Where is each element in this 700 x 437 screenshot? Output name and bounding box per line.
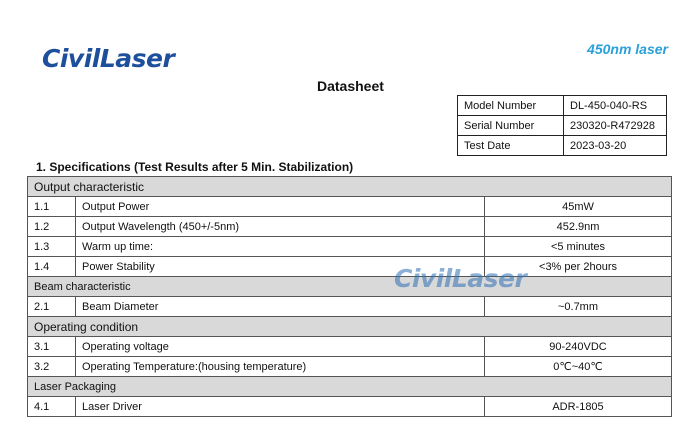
- group-header-label: Laser Packaging: [28, 377, 672, 397]
- row-value: 452.9nm: [485, 217, 672, 237]
- info-row: [458, 136, 667, 156]
- row-number: 4.1: [28, 397, 76, 417]
- page-title: Datasheet: [317, 78, 384, 94]
- spec-table: [27, 176, 672, 417]
- info-key: Serial Number: [458, 116, 564, 136]
- row-parameter: Operating Temperature:(housing temperature): [76, 357, 485, 377]
- info-key: Test Date: [458, 136, 564, 156]
- row-value: ~0.7mm: [485, 297, 672, 317]
- row-parameter: Beam Diameter: [76, 297, 485, 317]
- row-parameter: Laser Driver: [76, 397, 485, 417]
- table-row: [28, 357, 672, 377]
- group-header-label: Operating condition: [28, 317, 672, 337]
- info-value: 2023-03-20: [564, 136, 667, 156]
- row-number: 1.3: [28, 237, 76, 257]
- row-value: <3% per 2hours: [485, 257, 672, 277]
- info-key: Model Number: [458, 96, 564, 116]
- table-row: [28, 217, 672, 237]
- group-header-label: Beam characteristic: [28, 277, 672, 297]
- group-header: [28, 277, 672, 297]
- row-value: 45mW: [485, 197, 672, 217]
- table-row: [28, 197, 672, 217]
- info-value: 230320-R472928: [564, 116, 667, 136]
- row-parameter: Output Power: [76, 197, 485, 217]
- product-label: 450nm laser: [587, 41, 668, 57]
- row-parameter: Power Stability: [76, 257, 485, 277]
- group-header: [28, 377, 672, 397]
- table-row: [28, 237, 672, 257]
- row-number: 1.4: [28, 257, 76, 277]
- row-number: 2.1: [28, 297, 76, 317]
- section-title: 1. Specifications (Test Results after 5 Min. Stabilization): [36, 160, 354, 174]
- row-parameter: Operating voltage: [76, 337, 485, 357]
- info-table: [457, 95, 667, 156]
- group-header: [28, 317, 672, 337]
- row-number: 1.1: [28, 197, 76, 217]
- table-row: [28, 297, 672, 317]
- row-parameter: Output Wavelength (450+/-5nm): [76, 217, 485, 237]
- company-logo: CivilLaser: [42, 44, 175, 73]
- info-row: [458, 116, 667, 136]
- row-number: 3.2: [28, 357, 76, 377]
- row-value: ADR-1805: [485, 397, 672, 417]
- table-row: [28, 397, 672, 417]
- table-row: [28, 257, 672, 277]
- row-value: 0℃~40℃: [485, 357, 672, 377]
- row-number: 1.2: [28, 217, 76, 237]
- info-row: [458, 96, 667, 116]
- table-row: [28, 337, 672, 357]
- row-parameter: Warm up time:: [76, 237, 485, 257]
- group-header-label: Output characteristic: [28, 177, 672, 197]
- watermark-logo: CivilLaser: [394, 264, 527, 293]
- row-value: 90-240VDC: [485, 337, 672, 357]
- row-number: 3.1: [28, 337, 76, 357]
- info-value: DL-450-040-RS: [564, 96, 667, 116]
- group-header: [28, 177, 672, 197]
- row-value: <5 minutes: [485, 237, 672, 257]
